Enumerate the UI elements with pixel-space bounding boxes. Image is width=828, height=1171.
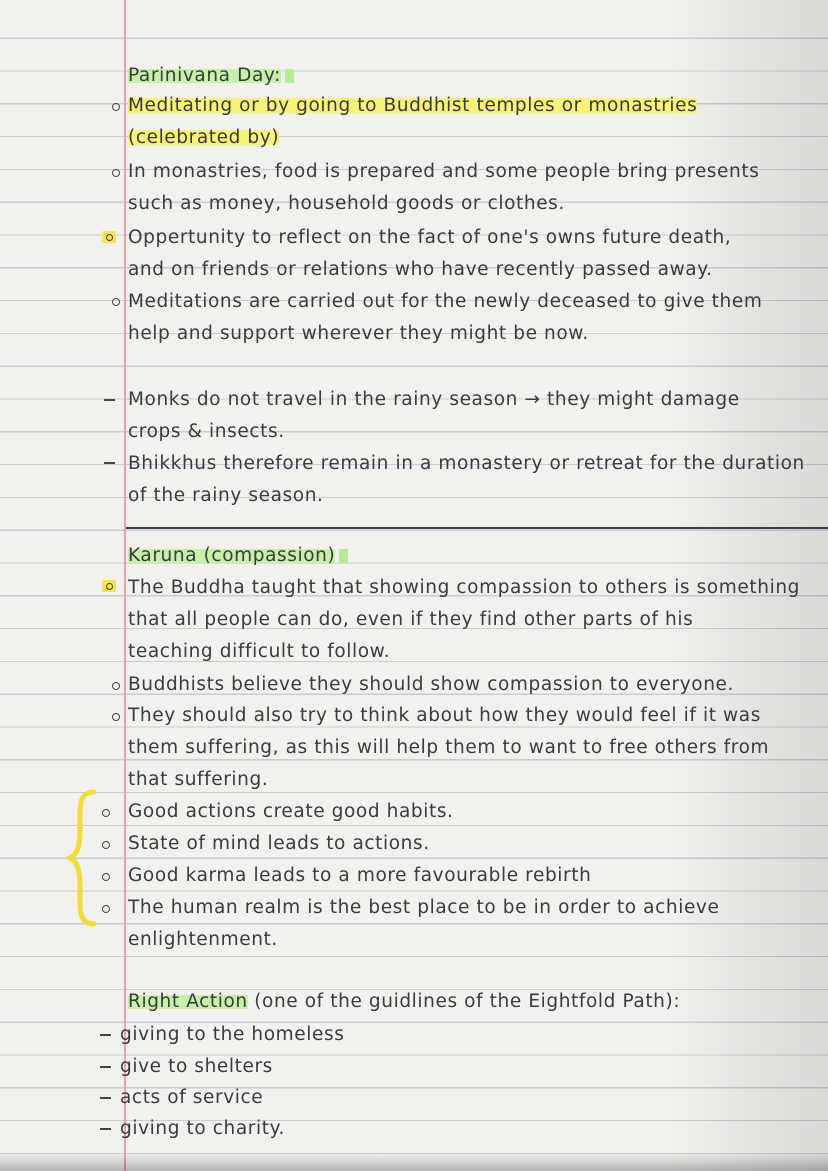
section2-title-text: Karuna (compassion): [128, 545, 336, 566]
bullet-icon: [102, 873, 110, 881]
section1-line-12: of the rainy season.: [128, 485, 324, 506]
section1-title-text: Parinivana Day:: [128, 65, 281, 86]
section2-line-8: Good actions create good habits.: [128, 801, 454, 822]
section3-item-1: giving to the homeless: [120, 1024, 345, 1045]
line-text: (celebrated by): [128, 127, 280, 148]
section1-line-11: Bhikkhus therefore remain in a monastery or retreat for the duration: [128, 453, 805, 474]
section3-item-2: give to shelters: [120, 1056, 273, 1077]
green-highlight-mark: [285, 69, 294, 83]
bullet-icon: [112, 298, 120, 306]
section3-title-rest: (one of the guidlines of the Eightfold Path):: [254, 991, 681, 1012]
margin-line: [124, 0, 126, 1171]
dash-marker: [104, 399, 115, 401]
section1-title: [128, 60, 820, 92]
line-text: Meditating or by going to Buddhist temples or monastries: [128, 95, 698, 116]
bullet-icon: [112, 103, 120, 111]
section2-line-1: The Buddha taught that showing compassion to others is something: [128, 577, 800, 598]
section2-line-10: Good karma leads to a more favourable rebirth: [128, 865, 592, 886]
section3-item-4: giving to charity.: [120, 1118, 285, 1139]
bullet-icon: [112, 682, 120, 690]
yellow-brace-icon: [66, 788, 100, 928]
dash-marker: [100, 1066, 111, 1068]
section3-title: [128, 986, 820, 1018]
highlighted-bullet-icon: [102, 231, 116, 243]
section2-line-11: The human realm is the best place to be in order to achieve: [128, 897, 720, 918]
green-highlight-mark: [339, 549, 348, 563]
dash-marker: [104, 462, 115, 464]
bullet-icon: [102, 905, 110, 913]
section2-title: [128, 540, 820, 572]
dash-marker: [100, 1034, 111, 1036]
section2-line-5: They should also try to think about how they would feel if it was: [128, 705, 761, 726]
section3-item-3: acts of service: [120, 1087, 264, 1108]
dash-marker: [100, 1128, 111, 1130]
section3-title-text: Right Action: [128, 991, 248, 1012]
section2-line-6: them suffering, as this will help them to want to free others from: [128, 737, 770, 758]
section2-line-3: teaching difficult to follow.: [128, 641, 391, 662]
section1-line-3: In monastries, food is prepared and some people bring presents: [128, 161, 760, 182]
bullet-icon: [102, 809, 110, 817]
section1-line-4: such as money, household goods or clothes.: [128, 193, 565, 214]
section1-line-7: Meditations are carried out for the newly deceased to give them: [128, 291, 763, 312]
section2-line-2: that all people can do, even if they find other parts of his: [128, 609, 694, 630]
section1-line-2: [128, 122, 820, 154]
bullet-icon: [112, 169, 120, 177]
section-divider: [126, 527, 828, 529]
section1-line-9: Monks do not travel in the rainy season → they might damage: [128, 389, 740, 410]
section2-line-4: Buddhists believe they should show compassion to everyone.: [128, 674, 734, 695]
bullet-icon: [112, 713, 120, 721]
section1-line-6: and on friends or relations who have recently passed away.: [128, 259, 713, 280]
section2-line-9: State of mind leads to actions.: [128, 833, 430, 854]
highlighted-bullet-icon: [102, 580, 116, 592]
section1-line-5: Oppertunity to reflect on the fact of one's owns future death,: [128, 227, 732, 248]
section1-line-1: [128, 90, 820, 122]
section2-line-7: that suffering.: [128, 769, 269, 790]
section1-line-8: help and support wherever they might be now.: [128, 323, 589, 344]
bullet-icon: [102, 841, 110, 849]
section2-line-12: enlightenment.: [128, 929, 278, 950]
dash-marker: [100, 1097, 111, 1099]
section1-line-10: crops & insects.: [128, 421, 285, 442]
